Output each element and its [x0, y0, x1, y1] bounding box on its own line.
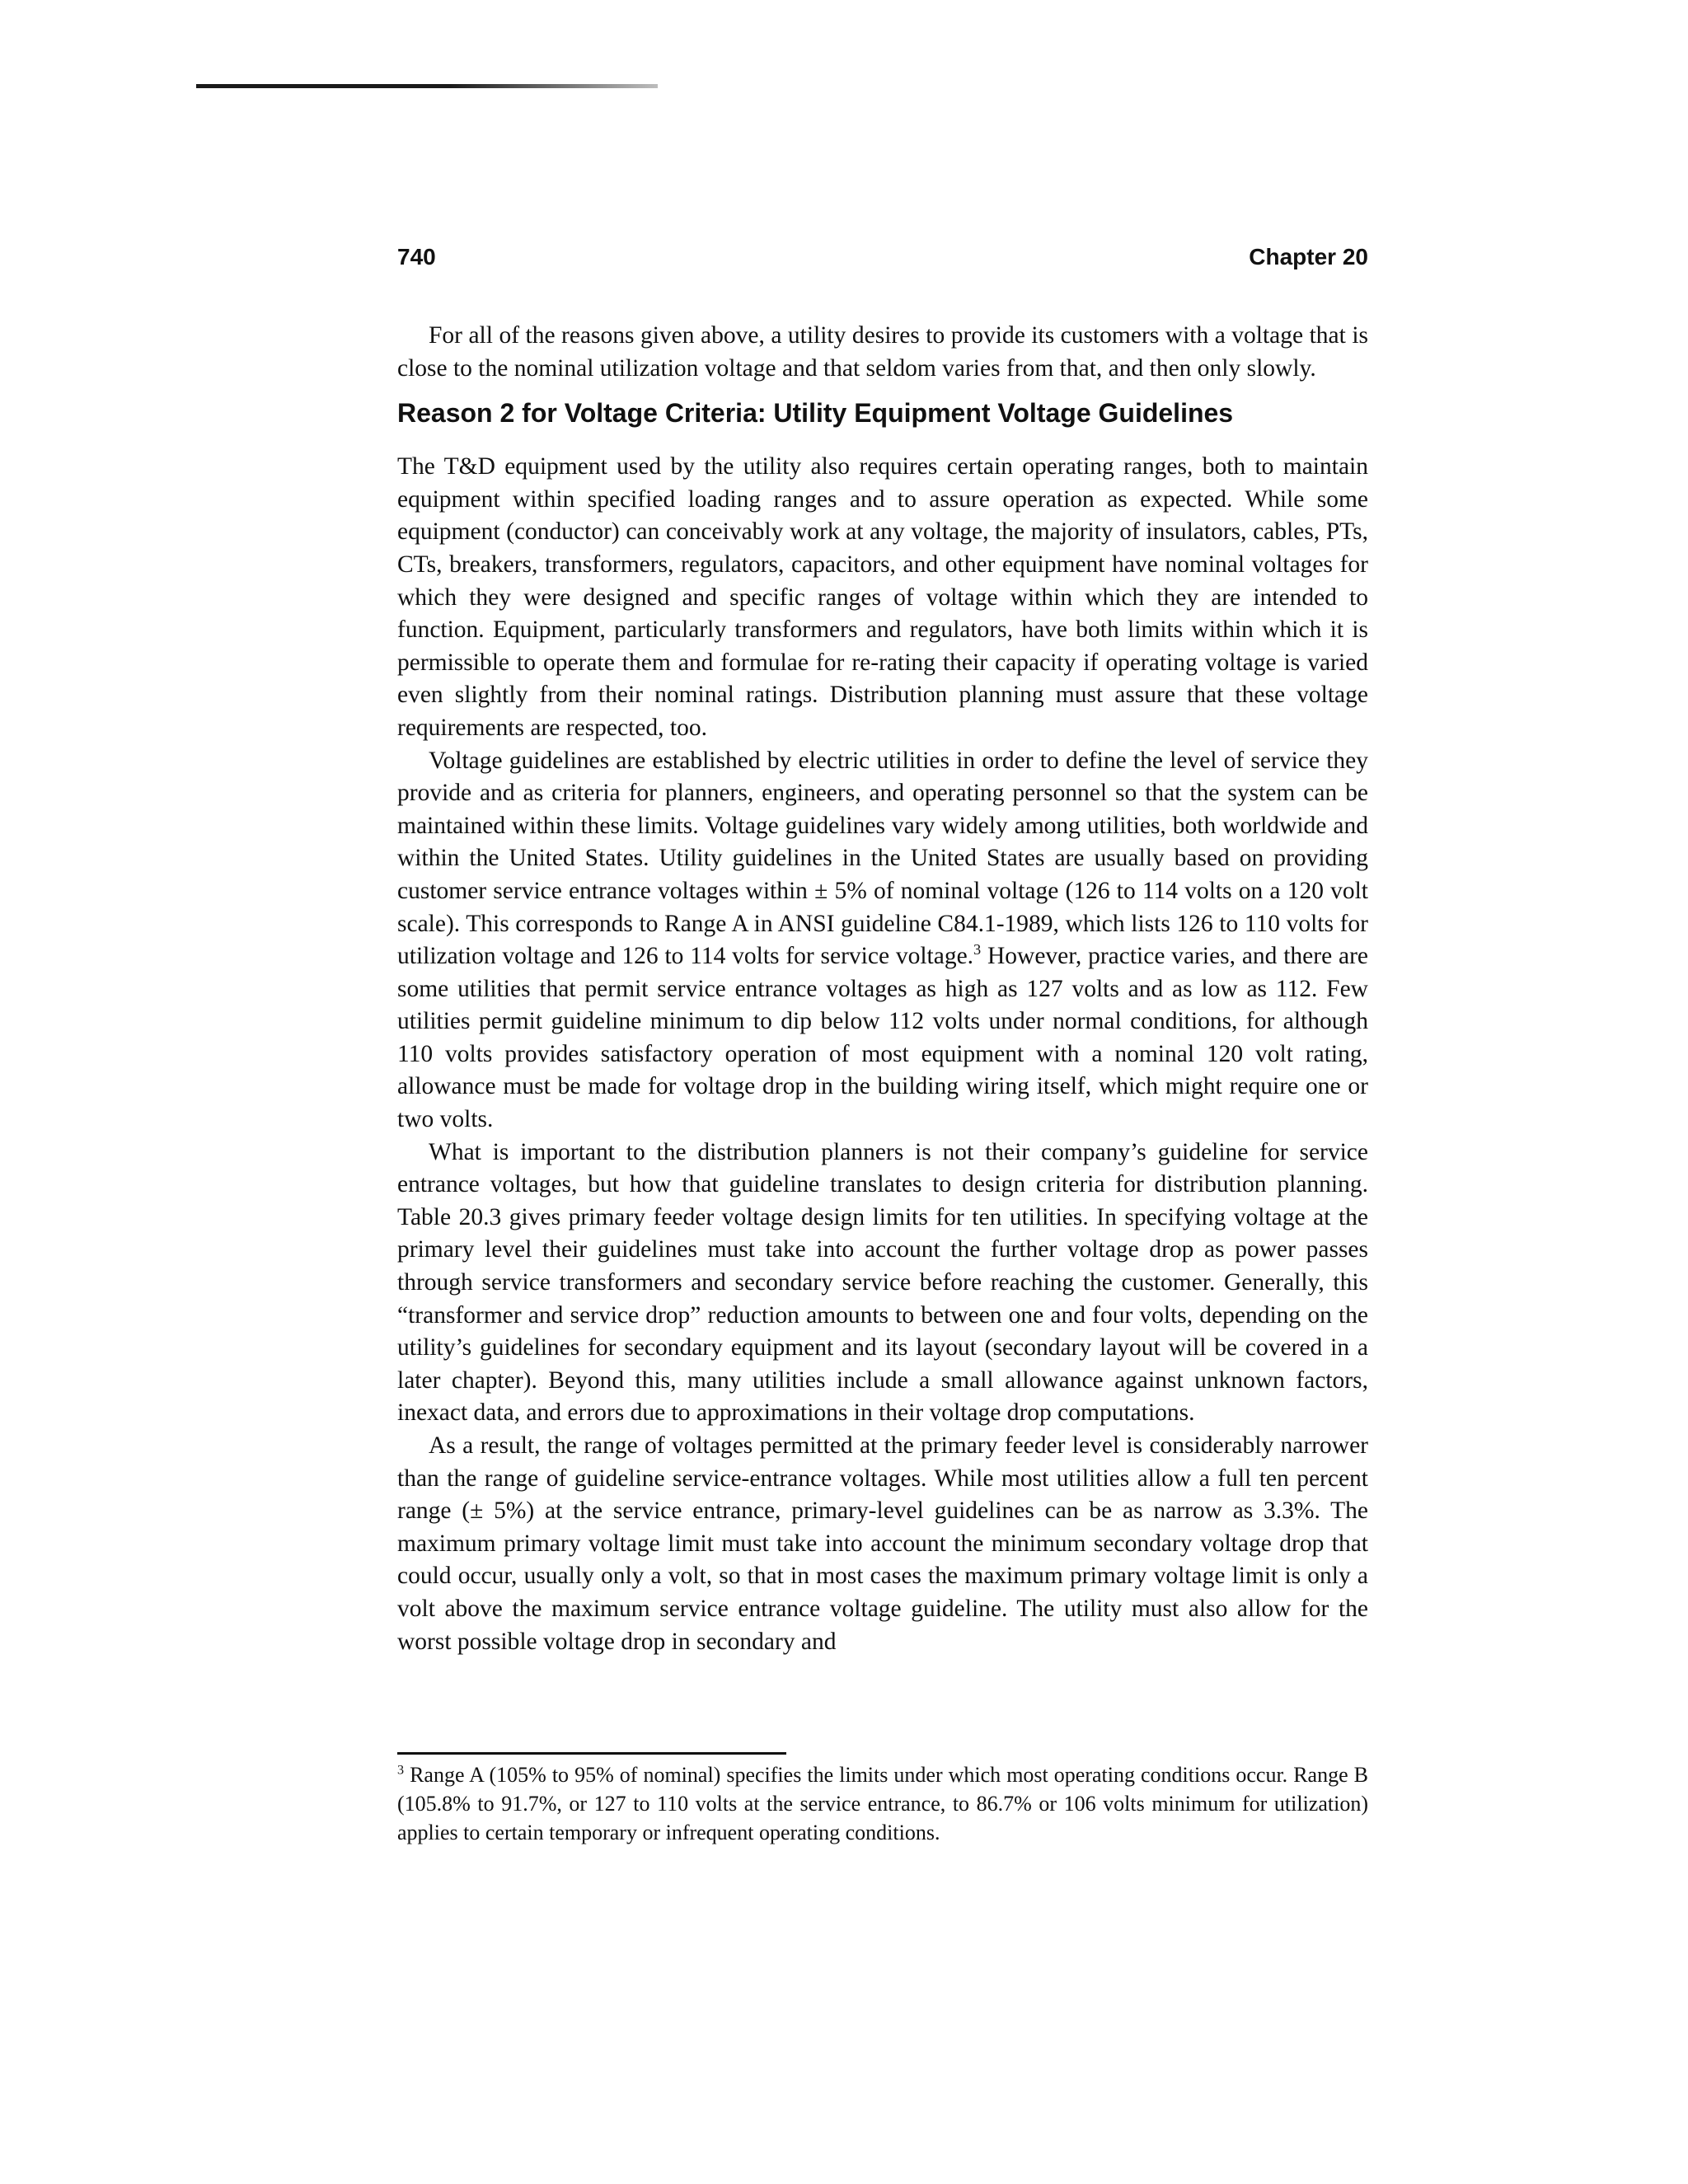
paragraph-result: As a result, the range of voltages permitted at the primary feeder level is considerably narrower than the range of guideline service-entrance voltages. While most utilities allow a full ten percent range (± 5%) at the service entrance, primary-level guidelines can be as narrow as 3.3%. The maximum primary voltage limit must take into account the minimum secondary voltage drop that could occur, usually only a volt, so that in most cases the maximum primary voltage limit is only a volt above the maximum service entrance voltage guideline. The utility must also allow for the worst possible voltage drop in secondary and: [397, 1432, 1368, 1655]
footnote-rule: [397, 1752, 786, 1755]
section-heading: Reason 2 for Voltage Criteria: Utility Equipment Voltage Guidelines: [397, 398, 1234, 429]
footnote: [397, 1760, 1368, 1847]
paragraph-equipment: The T&D equipment used by the utility also requires certain operating ranges, both to maintain equipment within specified loading ranges and to assure operation as expected. While some equipment (conductor) can conceivably work at any voltage, the majority of insulators, cables, PTs, CTs, breakers, transformers, regulators, capacitors, and other equipment have nominal voltages for which they were designed and specific ranges of voltage within which they are intended to function. Equipment, particularly transformers and regulators, have both limits within which it is permissible to operate them and formulae for re-rating their capacity if operating voltage is varied even slightly from their nominal ratings. Distribution planning must assure that these voltage requirements are respected, too.: [397, 453, 1368, 741]
chapter-title: Chapter 20: [1249, 244, 1368, 269]
paragraph-guidelines-part-a: Voltage guidelines are established by electric utilities in order to define the level of service they provide and as criteria for planners, engineers, and operating personnel so that the system can be maintained within these limits. Voltage guidelines vary widely among utilities, both worldwide and within the United States. Utility guidelines in the United States are usually based on providing customer service entrance voltages within ± 5% of nominal voltage (126 to 114 volts on a 120 volt scale). This corresponds to Range A in ANSI guideline C84.1-1989, which lists 126 to 110 volts for utilization voltage and 126 to 114 volts for service voltage.: [397, 747, 1368, 970]
footnote-reference[interactable]: 3: [973, 941, 982, 958]
page-body: [397, 320, 1368, 1658]
paragraph-guidelines: [397, 745, 1368, 1137]
running-head: [397, 241, 1368, 274]
paragraph-guidelines-part-b: However, practice varies, and there are some utilities that permit service entrance voltages as high as 127 volts and as low as 112. Few utilities permit guideline minimum to dip below 112 volts under normal conditions, for although 110 volts provides satisfactory operation of most equipment with a nominal 120 volt rating, allowance must be made for voltage drop in the building wiring itself, which might require one or two volts.: [397, 943, 1368, 1133]
paragraph-planners: What is important to the distribution planners is not their company’s guideline for service entrance voltages, but how that guideline translates to design criteria for distribution planning. Table 20.3 gives primary feeder voltage design limits for ten utilities. In specifying voltage at the primary level their guidelines must take into account the further voltage drop as power passes through service transformers and secondary service before reaching the customer. Generally, this “transformer and service drop” reduction amounts to between one and four volts, depending on the utility’s guidelines for secondary equipment and its layout (secondary layout will be covered in a later chapter). Beyond this, many utilities include a small allowance against unknown factors, inexact data, and errors due to approximations in their voltage drop computations.: [397, 1138, 1368, 1427]
footnote-marker: 3: [397, 1763, 405, 1778]
page-number: 740: [397, 244, 436, 269]
paragraph-intro: For all of the reasons given above, a utility desires to provide its customers with a voltage that is close to the nominal utilization voltage and that seldom varies from that, and then only slowly.: [397, 322, 1368, 382]
footnote-text: Range A (105% to 95% of nominal) specifies the limits under which most operating conditions occur. Range B (105.8% to 91.7%, or 127 to 110 volts at the service entrance, to 86.7% or 106 volts minimum for utilization) applies to certain temporary or infrequent operating conditions.: [397, 1763, 1368, 1844]
top-rule: [196, 84, 658, 88]
